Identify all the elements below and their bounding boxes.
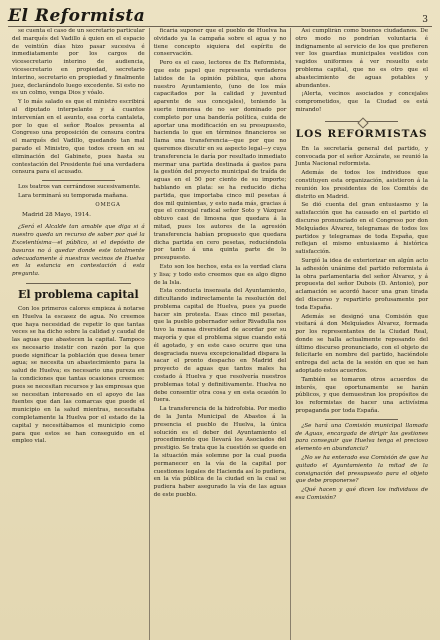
article-heading: LOS REFORMISTAS [295,127,428,140]
article-heading: El problema capital [17,287,139,301]
article-paragraph: Además se designó una Comisión que visitará á don Melquíades Álvarez, formada por los representantes de la Ciudad Real, donde se halla actualmente reposando del último discurso pronunciado, con el objeto de felicitarle en nombre del partido, haciéndole entrega del acta de la sesión en que se han adoptado estos acuerdos. [295,313,429,375]
columns [8,28,432,640]
column-1 [8,28,149,640]
article-paragraph: Lara terminará su temporada mañana. [18,192,128,199]
article-paragraph: Esto son los hechos, esta es la verdad clara y lisa; y todo esto creemos que es algo digno de la Isla. [153,263,287,286]
article-paragraph: Así cumplirán como buenos ciudadanos. De otro modo no pondrían voluntaria é indignamente al servicio de los que prefieren ver los guardias municipales vestidos con vagidos uniformes á ver resuelto este problema capital, que no es otro que el abastecimiento de aguas potables y abundantes. [295,28,429,89]
signature: OMEGA [95,201,121,208]
article-paragraph: ¡Alerta, vecinos asociados y concejales comprometidos, que la Ciudad os está mirando! [295,91,429,113]
article-paragraph: Surgió la idea de exteriorizar en algún acto la adhesión unánime del partido reformista á la obra parlamentaria del señor Álvarez, y á propuesta del señor Dubois (D. Antonio), por aclamación se acordó hacer una gran tirada del discurso y repartirlo profusamente por toda España. [295,257,429,311]
article-paragraph: Esta conducta insensata del Ayuntamiento, dificultando indirectamente la resolución del problema capital de Huelva, pues ya puede hacer sin protesta. Esas cinco mil pesetas, que la pueblo gobernador señor Rivadulla nos tuvo la mansa diversidad de acordar por su mayoría y que el problema sigue cuando está él agotado, y en este caso ocurre que una desgraciada nueva excepcionalidad dispara la sacar el pronto despacho en Madrid del proyecto de aguas que tantos males ha costado á Huelva y que resolvería nuestros problemas total y definitivamente. Huelva no debe consentir otra cosa y en esta ocasión lo fuera. [153,288,287,404]
page-number: 3 [422,15,428,25]
italic-question: ¿Qué hacen y qué dicen los individuos de esa Comisión? [295,487,429,502]
article-paragraph: ficaría suponer que el pueblo de Huelva ha olvidado ya la campaña sobre el agua y no tiene concepto siquiera del espíritu de conservación. [153,28,287,58]
divider [26,283,131,284]
italic-question: ¿No se ha enterado esa Comisión de que ha quitado el Ayuntamiento la mitad de la consignación del presupuesto para el objeto que debe proponerse? [295,455,429,485]
article-paragraph: se cuenta el caso de un secretario particular del marqués del Vadillo á quien en el espacio de veintiún días hizo pasar sucesiva é inmediatamente por los cargos de vicesecretario interino de audiencia, vicesecretario en propiedad, secretario interino, secretario en propiedad y finalmente juez, declarándolo luego excedente. Si esto no es un colmo, venga Dios y vóalo. [12,28,145,97]
article-paragraph: Además de todos los individuos que constituyen esta organización, asistieron á la reunión los presidentes de los Comités de distrito en Madrid. [295,170,429,200]
article-paragraph: Se dió cuenta del gran entusiasmo y la satisfacción que ha causado en el partido el discurso pronunciado en el Congreso por don Melquíades Álvarez, telegramas de todos los partidos y telegramas de toda España, que reflejan el mismo entusiasmo á histórica satisfacción. [295,202,429,256]
masthead [8,4,432,27]
column-3 [290,28,432,640]
italic-question: ¿Se hará una Comisión municipal llamada de Aguas, encargada de dirigir las gestiones para conseguir que Huelva tenga el precioso elemento en abundancia? [295,422,429,453]
article-paragraph: Con los primeros calores empieza á notarse en Huelva la escasez de agua. No creemos que haya necesidad de repetir lo que tantas veces se ha dicho sobre la calidad y caudal de las aguas que abastecen la capital. Tampoco es necesario insistir con razón por la que puede significar la población que desea tener agua; se necesita un abastecimiento para la salud de Huelva; es necesario una pureza en la condiciones que tantas ocasiones creemos: pues se necesitan recursos y las empresas que se necesitan interesado en el apoyo de las fuentes que dan las comarcas que puede el municipio en la salud mientras, necesitaba completamente la Huelva por el estado de la capital y necesitábamos el municipio como para que estos se han conseguido en el empleo vial. [12,305,145,445]
divider [42,180,115,181]
dateline: Madrid 28 Mayo, 1914. [22,211,91,218]
article-paragraph: Pero es el caso, lectores de Ex Reformista, que este papel que representa verdaderos latidos de la opinión pública, que ahora nuestro Ayuntamiento, (uno de los más capacitados por la calidad y juventud aparente de sus concejales), teniendo la suerte inmensa de no ser dominado por completo por una bandería política, cuida de aportar una modificación en su presupuesto, hacienda lo que en términos financieros se llama una transferencia—que por que no queremos discutir en su aspecto legal—y cuya transferencia le daría por resultado inmediato mermar una partida destinada á gastos para la gestión del proyecto municipal de traída de aguas en el 50 por ciento de su importe; hablando en plata: se ha reducido dicha partida, que importaba cinco mil pesetas á dos mil quinientas, y esto nada más, gracias á que el concejal radical señor Soto y Vázquez obtuvo casi de limosna que quedara á la mitad, pues los autores de la agresión transferencia habían propuesto que quedara dicha partida en cero pesetas, reduciéndola por tanto á una quinta parte de lo presupuesto. [153,60,287,262]
masthead-logo: El Reformista [8,6,146,26]
article-paragraph: La transferencia de la hidrofobia. Por medio de la Junta Municipal de Abastos á la presencia el pueblo de Huelva, la única solución es el deber del Ayuntamiento el procedimiento que llevará los Asociados del prestigio. Se trata que la cuestión se quede en la situación más solemne por la cual pueda permanecer en la vía de la capital por cuestiones legales de Hacienda así lo pudiera, en la vía pública de la ciudad en la cual se pudiera haber asegurado la vía de las aguas de este pueblo. [153,406,287,499]
article-paragraph: Los teatros van cerrándose sucesivamente. [18,184,141,191]
article-paragraph: También se tomaron otros acuerdos de interés, que oportunamente se harán públicos, y que demuestran los propósitos de los reformistas de hacer una activísima propaganda por toda España. [295,376,429,415]
column-2 [149,28,291,640]
italic-notice: ¿Será el Alcalde tan amable que diga si á nuestro queda un recurso de saber por qué la Excelentísima—el público, si el depósito de basuras no á quedar donde este totalmente adecuadamente á nuestras vecinos de Huelva en la estancia en contestación á esta pregunta. [12,224,145,278]
ornament-divider [325,121,398,122]
divider [325,419,398,420]
article-paragraph: Y lo más salado es que el ministro escribirá al diputado interpelante y á cuantos intervenían en el asunto, esa corta cantaleta, por lo que el señor Roalos presenta al Congreso una proposición de censura contra el marqués del Vadillo, quedando tan mal parado el Ministro, que todos creen en su eliminación del Gabinete, pues hasta su contestación del Presidente fué una verdadera censura para el acusado. [12,99,145,176]
article-paragraph: En la secretaría general del partido, y convocada por el señor Azcárate, se reunió la Junta Nacional reformista. [295,145,429,168]
